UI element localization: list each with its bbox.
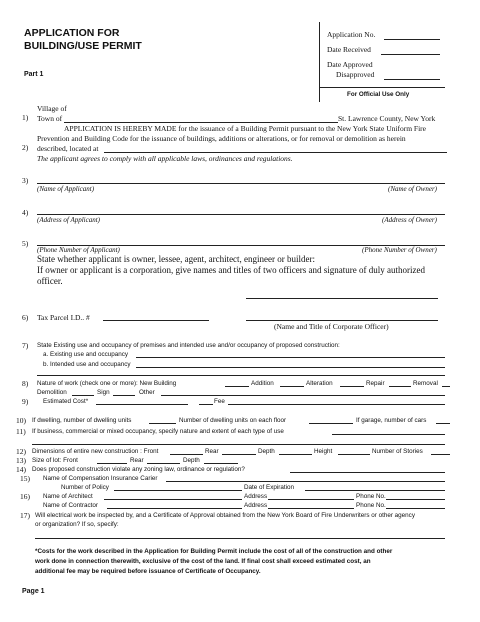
item-9-number: 9) [22, 397, 29, 406]
contractor-phone-field[interactable] [386, 508, 445, 509]
application-no-field[interactable] [384, 39, 440, 40]
insurance-carrier-label: Name of Compensation Insurance Carier [43, 475, 158, 482]
county-label: St. Lawrence County, New York [338, 114, 436, 123]
architect-phone-label: Phone No. [356, 493, 386, 500]
expiration-field[interactable] [305, 490, 445, 491]
zoning-question: Does proposed construction violate any zoning law, ordinance or regulation? [32, 466, 245, 473]
dimensions-height-label: Height [314, 448, 333, 455]
dimensions-depth-label: Depth [258, 448, 275, 455]
located-label: described, located at [37, 144, 99, 153]
item-10-number: 10) [16, 416, 26, 425]
tax-parcel-field[interactable] [103, 320, 209, 321]
cost-divider [199, 404, 213, 405]
use-occupancy-question: State Existing use and occupancy of premises and intended use and/or occupancy of proposed construction: [37, 342, 340, 349]
town-label: Town of [37, 114, 63, 123]
item-12-number: 12) [16, 447, 26, 456]
sign-check[interactable] [113, 395, 135, 396]
contractor-field[interactable] [107, 508, 242, 509]
electrical-field[interactable] [35, 538, 445, 539]
owner-phone-caption: (Phone Number of Owner) [362, 246, 437, 254]
sign-label: Sign [97, 389, 110, 396]
application-no-label: Application No. [327, 30, 376, 39]
applicant-address-caption: (Address of Applicant) [37, 216, 100, 224]
item-6-number: 6) [22, 313, 29, 322]
repair-check[interactable] [389, 386, 411, 387]
part-label: Part 1 [24, 71, 44, 78]
lot-depth-label: Depth [183, 457, 200, 464]
dwelling-units-field[interactable] [149, 423, 176, 424]
existing-use-field[interactable] [136, 357, 445, 358]
contractor-phone-label: Phone No. [356, 502, 386, 509]
repair-label: Repair [366, 380, 385, 387]
applicant-phone-caption: (Phone Number of Applicant) [37, 246, 120, 254]
item-7-number: 7) [22, 341, 29, 350]
architect-address-label: Address [244, 493, 268, 500]
form-title-line2: BUILDING/USE PERMIT [24, 40, 142, 52]
owner-address-caption: (Address of Owner) [382, 216, 437, 224]
date-approved-label: Date Approved [327, 60, 373, 69]
dimensions-height-field[interactable] [338, 454, 370, 455]
use-extra-field[interactable] [37, 375, 445, 376]
business-use-label: If business, commercial or mixed occupancy, specify nature and extent of each type of use [32, 428, 284, 435]
corporation-text-line1: If owner or applicant is a corporation, give names and titles of two officers and signature of duly authorized [37, 265, 425, 275]
zoning-field[interactable] [290, 472, 445, 473]
lot-depth-field[interactable] [204, 463, 238, 464]
expiration-label: Date of Expiration [244, 484, 295, 491]
tax-parcel-label: Tax Parcel I.D.. # [37, 313, 90, 322]
lot-front-label: Size of lot: Front [32, 457, 78, 464]
new-building-check[interactable] [225, 386, 249, 387]
lot-rear-label: Rear [130, 457, 144, 464]
dimensions-rear-label: Rear [205, 448, 219, 455]
date-received-field[interactable] [381, 54, 440, 55]
dimensions-rear-field[interactable] [222, 454, 256, 455]
intended-use-field[interactable] [136, 367, 445, 368]
item-11-number: 11) [16, 427, 26, 436]
policy-number-field[interactable] [114, 490, 242, 491]
dimensions-front-label: Dimensions of entire new construction : Front [32, 448, 159, 455]
contractor-label: Name of Contractor [43, 502, 98, 509]
item-17-number: 17) [20, 511, 30, 520]
officer-caption: (Name and Title of Corporate Officer) [274, 322, 389, 331]
owner-name-caption: (Name of Owner) [388, 185, 437, 193]
date-received-label: Date Received [327, 45, 371, 54]
cost-footnote-line1: *Costs for the work described in the Application for Building Permit include the cost of all of the construction and other [35, 548, 393, 555]
applicant-owner-name-field[interactable] [37, 183, 445, 184]
dimensions-depth-field[interactable] [279, 454, 312, 455]
contractor-address-label: Address [244, 502, 268, 509]
dwelling-units-label: If dwelling, number of dwelling units [32, 417, 132, 424]
fee-label: Fee [214, 398, 225, 405]
item-4-number: 4) [22, 208, 29, 217]
removal-label: Removal [413, 380, 438, 387]
item-3-number: 3) [22, 176, 29, 185]
stories-field[interactable] [431, 454, 450, 455]
business-use-field[interactable] [332, 434, 445, 435]
alteration-label: Alteration [306, 380, 333, 387]
application-paragraph-2: Prevention and Building Code for the issuance of buildings, additions or alterations, or for removal or demolition as herein [37, 134, 406, 143]
business-use-extra-field[interactable] [32, 444, 445, 445]
addition-check[interactable] [280, 386, 304, 387]
disapproved-label: Disapproved [336, 70, 375, 79]
item-15-number: 15) [20, 474, 30, 483]
form-title-line1: APPLICATION FOR [24, 27, 120, 39]
architect-address-field[interactable] [268, 499, 354, 500]
corporation-text-line2: officer. [37, 276, 63, 286]
disapproved-field[interactable] [384, 79, 440, 80]
addition-label: Addition [251, 380, 274, 387]
location-field[interactable] [104, 152, 447, 153]
intended-use-label: b. Intended use and occupancy [43, 361, 131, 368]
item-16-number: 16) [20, 492, 30, 501]
fee-field[interactable] [228, 404, 445, 405]
insurance-carrier-field[interactable] [166, 481, 445, 482]
garage-cars-label: If garage, number of cars [356, 417, 427, 424]
lot-rear-field[interactable] [147, 463, 180, 464]
item-8-number: 8) [22, 379, 29, 388]
alteration-check[interactable] [340, 386, 364, 387]
demolition-label: Demolition [37, 389, 67, 396]
estimated-cost-field[interactable] [96, 404, 188, 405]
architect-label: Name of Architect [43, 493, 93, 500]
item-2-number: 2) [22, 143, 29, 152]
electrical-question-line2: or organization? If so, specify: [35, 521, 119, 528]
item-14-number: 14) [16, 465, 26, 474]
applicant-role-question: State whether applicant is owner, lessee, agent, architect, engineer or builder: [37, 254, 316, 264]
cost-footnote-line3: additional fee may be required before issuance of Certificate of Occupancy. [35, 568, 261, 575]
units-per-floor-field[interactable] [309, 423, 353, 424]
officer-field-1[interactable] [246, 298, 438, 299]
page-number: Page 1 [22, 588, 45, 595]
nature-of-work-label: Nature of work (check one or more): New Building [37, 380, 177, 387]
removal-check[interactable] [442, 386, 450, 387]
cost-footnote-line2: work done in connection therewith, exclusive of the cost of the land. If final cost shall exceed estimated cost, an [35, 558, 371, 565]
officer-field-2[interactable] [246, 320, 438, 321]
other-label: Other [139, 389, 155, 396]
policy-number-label: Number of Policy [61, 484, 109, 491]
existing-use-label: a. Existing use and occupancy [43, 351, 129, 358]
other-field[interactable] [161, 395, 445, 396]
item-1-number: 1) [22, 113, 29, 122]
applicant-name-caption: (Name of Applicant) [37, 185, 95, 193]
architect-field[interactable] [104, 499, 242, 500]
item-5-number: 5) [22, 239, 29, 248]
architect-phone-field[interactable] [386, 499, 445, 500]
village-label: Village of [37, 104, 67, 113]
item-13-number: 13) [16, 456, 26, 465]
units-per-floor-label: Number of dwelling units on each floor [179, 417, 287, 424]
garage-cars-field[interactable] [436, 423, 450, 424]
application-paragraph-1: APPLICATION IS HEREBY MADE for the issuance of a Building Permit pursuant to the New York State Uniform Fire [64, 124, 426, 133]
electrical-question-line1: Will electrical work be inspected by, and a Certificate of Approval obtained from the New York Board of Fire Underwriters or other agency [35, 512, 415, 519]
stories-label: Number of Stories [372, 448, 423, 455]
agreement-text: The applicant agrees to comply with all applicable laws, ordinances and regulations. [37, 154, 293, 163]
applicant-owner-address-field[interactable] [37, 214, 445, 215]
estimated-cost-label: Estimated Cost* [43, 398, 89, 405]
town-field[interactable] [64, 122, 338, 123]
demolition-check[interactable] [72, 395, 94, 396]
lot-front-field[interactable] [97, 463, 127, 464]
official-use-footer: For Official Use Only [347, 91, 410, 98]
contractor-address-field[interactable] [268, 508, 354, 509]
dimensions-front-field[interactable] [170, 454, 203, 455]
